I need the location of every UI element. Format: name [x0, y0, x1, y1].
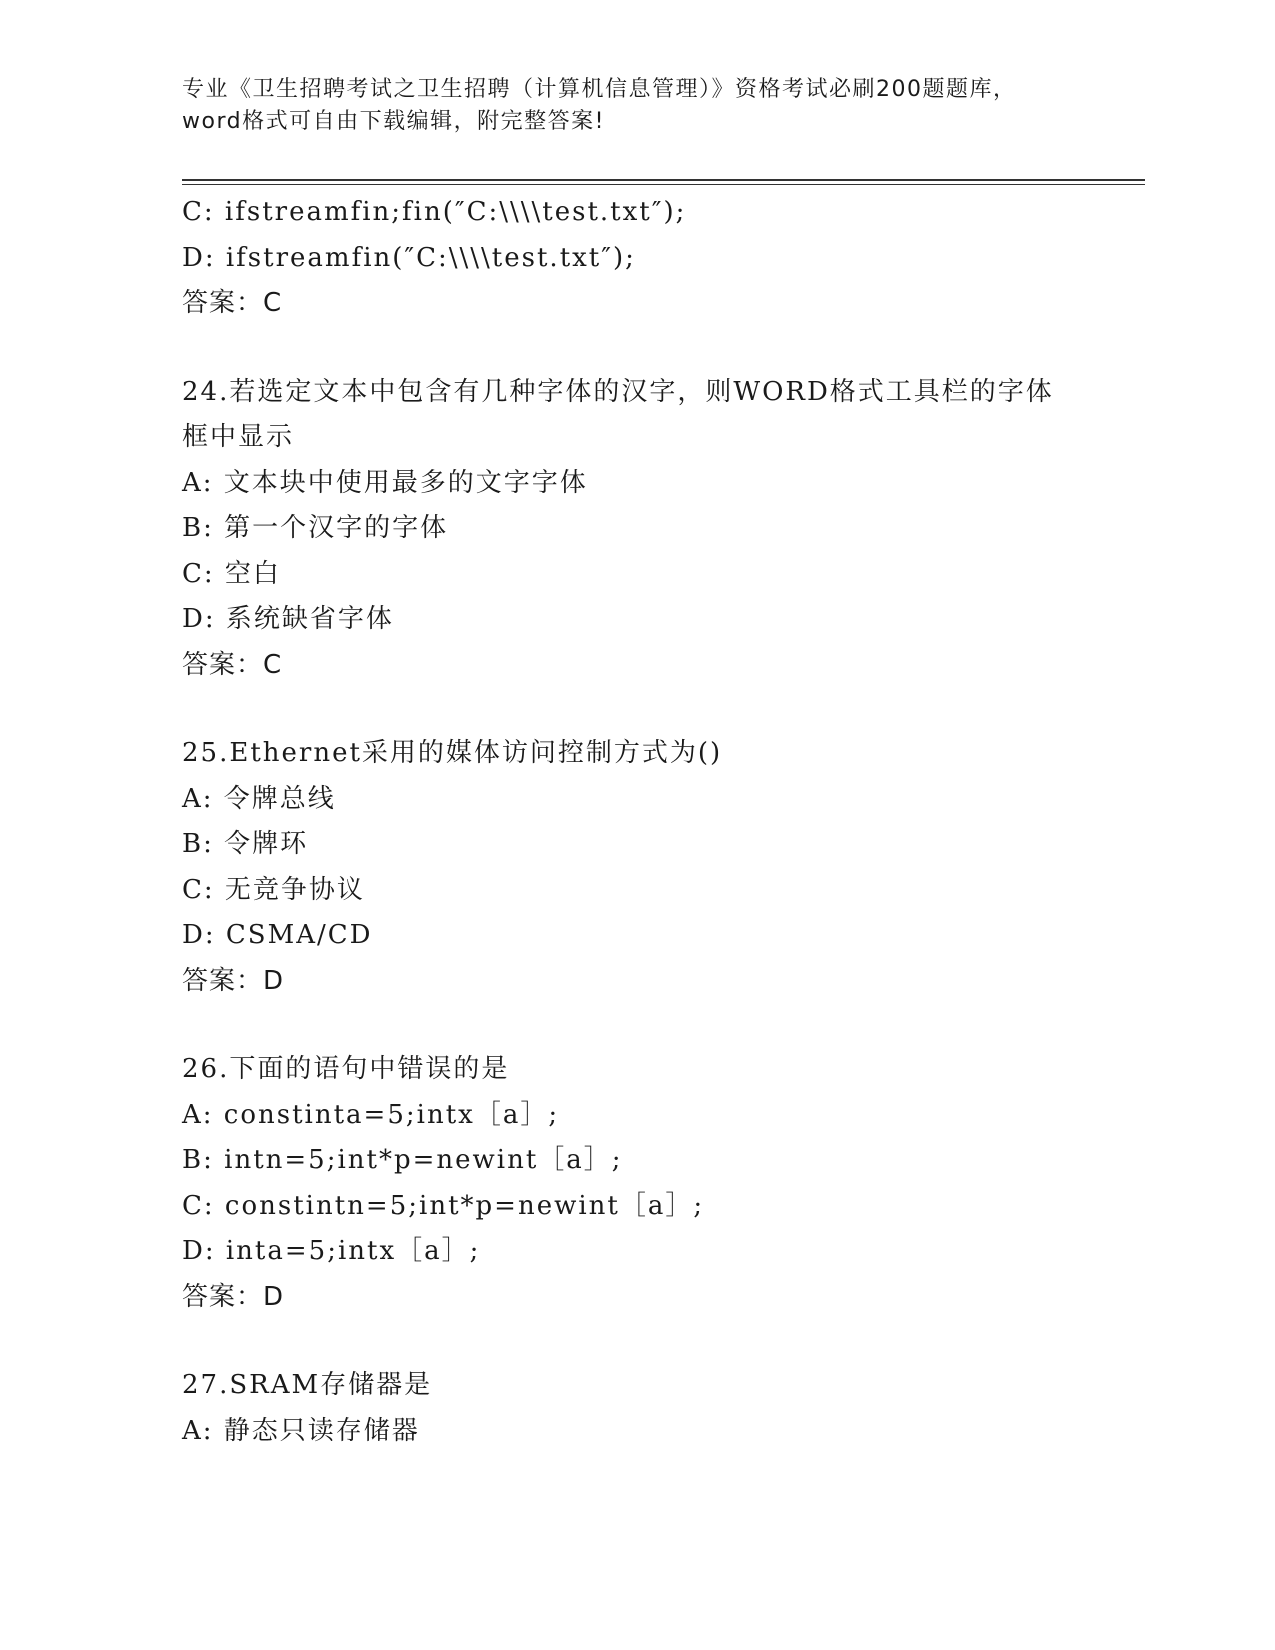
- question-text-line-1: 24.若选定文本中包含有几种字体的汉字，则WORD格式工具栏的字体: [182, 376, 1054, 407]
- option-d: D: ifstreamfin(″C:\\\\test.txt″);: [182, 242, 636, 273]
- header-divider-thin: [182, 184, 1145, 185]
- option-c: C: 无竞争协议: [182, 874, 365, 905]
- option-d: D: CSMA/CD: [182, 920, 373, 950]
- option-b: B: 令牌环: [182, 829, 309, 859]
- option-a: A: 令牌总线: [182, 783, 336, 814]
- question-list: [182, 190, 1082, 1454]
- option-d: D: inta=5;intx［a］;: [182, 1236, 481, 1266]
- answer: 答案：D: [182, 965, 285, 996]
- question-text: 26.下面的语句中错误的是: [182, 1054, 510, 1084]
- spacer: [182, 688, 1082, 731]
- option-a: A: 文本块中使用最多的文字字体: [182, 467, 588, 498]
- header-title-line-1: 专业《卫生招聘考试之卫生招聘（计算机信息管理）》资格考试必刷200题题库，: [182, 77, 1017, 102]
- answer: 答案：C: [182, 649, 283, 680]
- document-header: [182, 74, 1082, 138]
- option-a: A: constinta=5;intx［a］;: [182, 1099, 560, 1130]
- option-c: C: 空白: [182, 558, 281, 589]
- option-d: D: 系统缺省字体: [182, 604, 394, 634]
- answer: 答案：D: [182, 1281, 285, 1312]
- question-24: [182, 370, 1082, 689]
- question-text-line-2: 框中显示: [182, 422, 295, 452]
- spacer: [182, 1004, 1082, 1047]
- spacer: [182, 1320, 1082, 1363]
- option-b: B: 第一个汉字的字体: [182, 513, 449, 543]
- option-c: C: ifstreamfin;fin(″C:\\\\test.txt″);: [182, 197, 687, 227]
- question-23: [182, 190, 1082, 327]
- question-27: [182, 1363, 1082, 1454]
- option-a: A: 静态只读存储器: [182, 1415, 420, 1446]
- answer: 答案：C: [182, 288, 283, 318]
- header-title-line-2: word格式可自由下载编辑，附完整答案!: [182, 109, 605, 134]
- spacer: [182, 327, 1082, 370]
- option-c: C: constintn=5;int*p=newint［a］;: [182, 1190, 705, 1221]
- question-text: 25.Ethernet采用的媒体访问控制方式为(): [182, 738, 723, 768]
- option-b: B: intn=5;int*p=newint［a］;: [182, 1145, 623, 1175]
- question-text: 27.SRAM存储器是: [182, 1370, 433, 1400]
- header-divider-thick: [182, 179, 1145, 181]
- question-25: [182, 731, 1082, 1004]
- question-26: [182, 1047, 1082, 1320]
